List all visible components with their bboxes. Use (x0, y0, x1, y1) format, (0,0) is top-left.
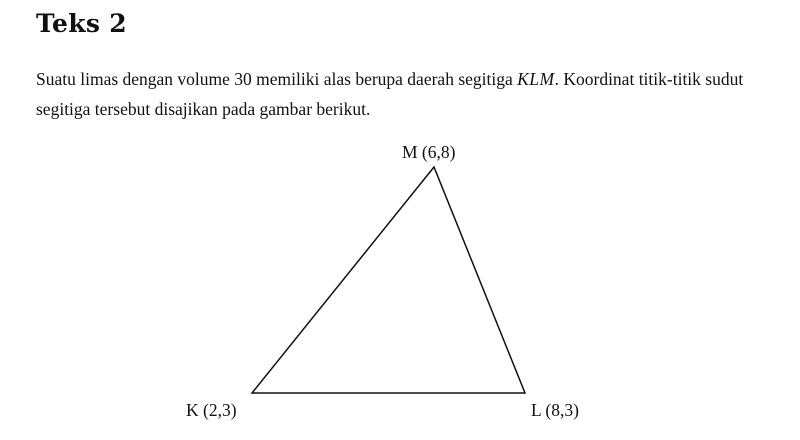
problem-text-part2: . Koordinat titik-titik sudut segitiga tersebut disajikan pada gambar berikut. (36, 69, 744, 119)
triangle-klm (252, 167, 525, 393)
vertex-label-l: L (8,3) (531, 400, 579, 420)
problem-text-part1: Suatu limas dengan volume 30 memiliki alas berupa daerah segitiga (36, 69, 518, 89)
vertex-label-m: M (6,8) (402, 142, 456, 162)
section-heading: Teks 2 (36, 9, 127, 38)
triangle-name: KLM (517, 69, 555, 89)
vertex-label-k: K (2,3) (186, 400, 237, 420)
